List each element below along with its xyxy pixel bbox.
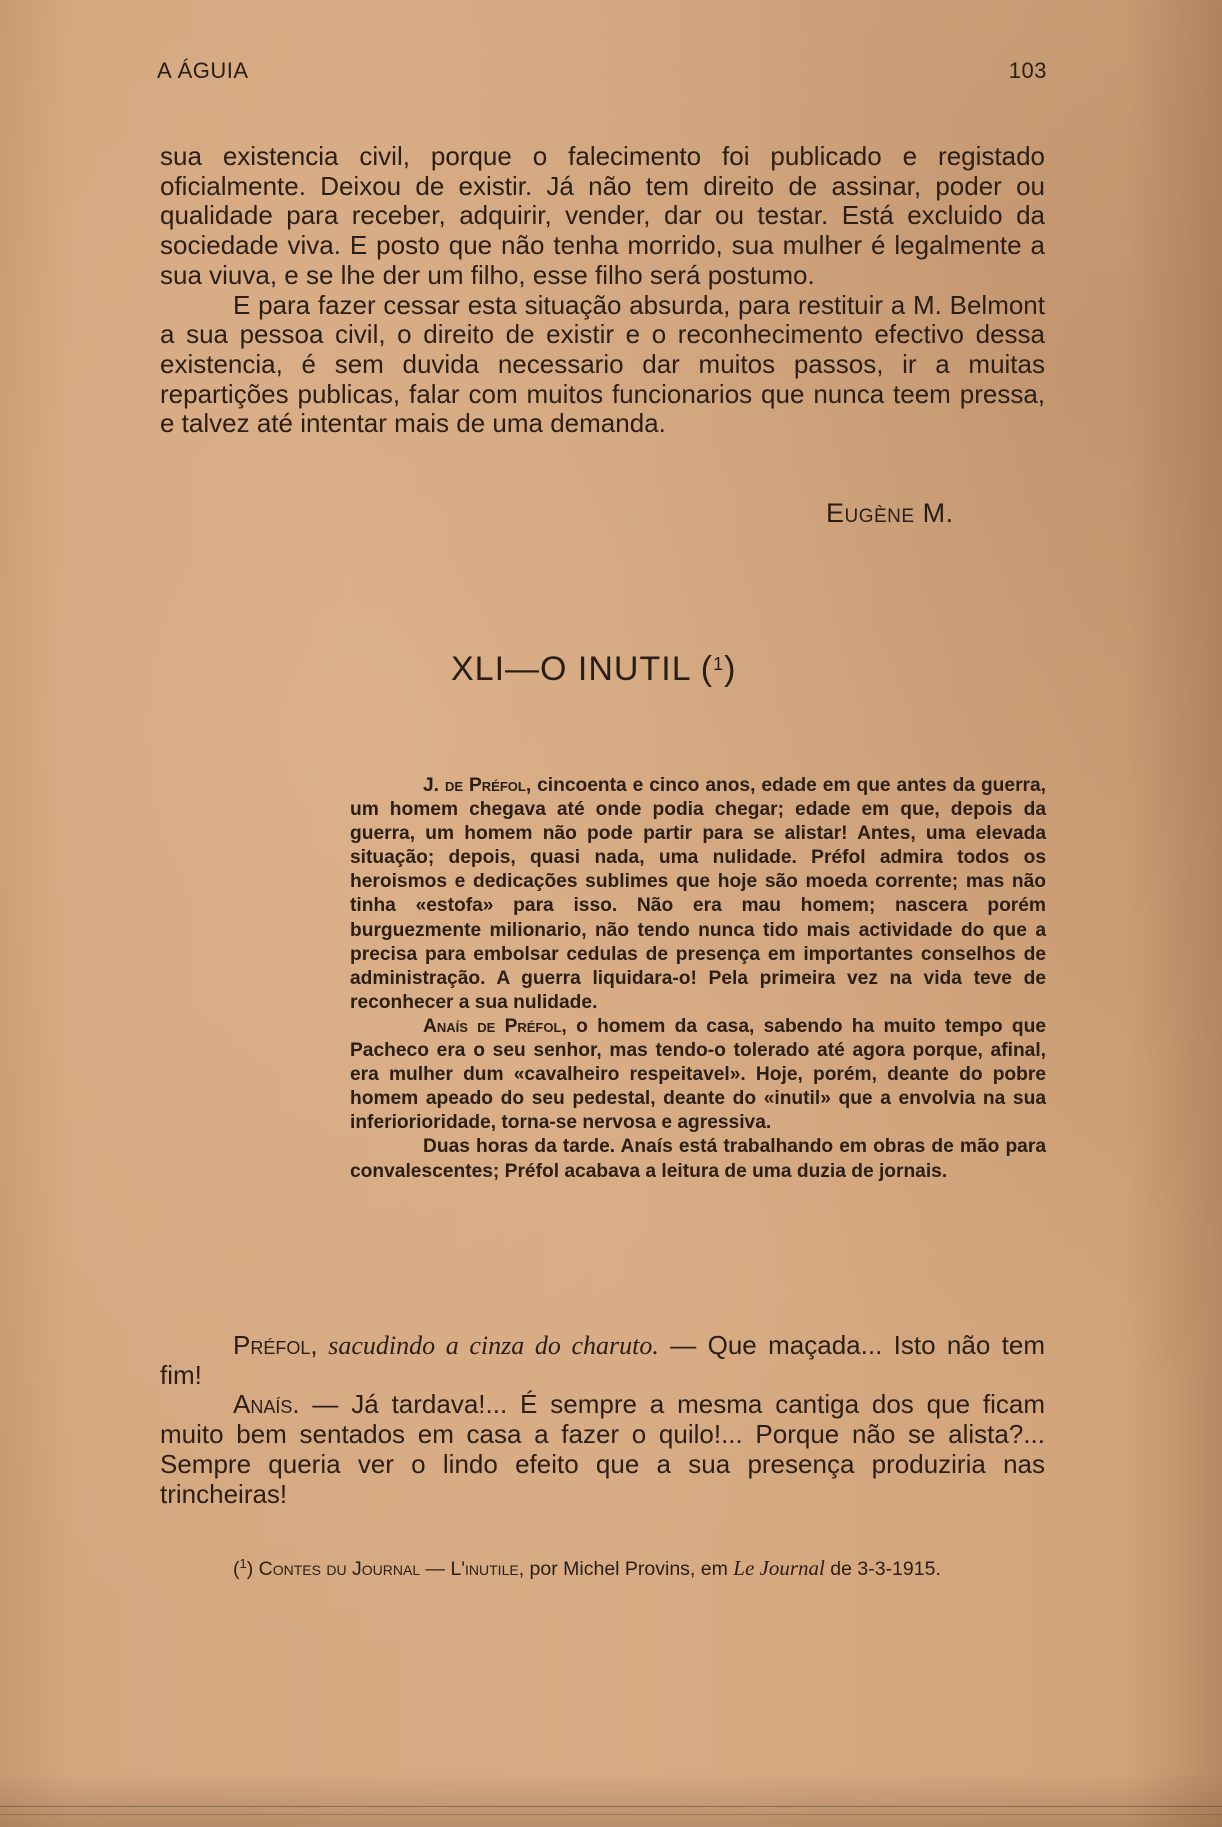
- stage-text: Duas horas da tarde. Anaís está trabalhando em obras de mão para convalescentes; Préfol acabava a leitura de uma duzia de jornais.: [350, 1136, 1046, 1182]
- spoken-text: — Que maçada... Isto não tem fim!: [160, 1330, 1045, 1390]
- stage-directions: [350, 774, 1046, 1184]
- intro-paragraph: E para fazer cessar esta situação absurda, para restituir a M. Belmont a sua pessoa civil, o direito de existir e o reconhecimento efectivo dessa existencia, é sem duvida necessario dar muitos passos, ir a muitas repartições publicas, falar com muitos funcionarios que nunca teem pressa, e talvez até intentar mais de uma demanda.: [160, 289, 1045, 439]
- dialogue-line: [160, 1390, 1045, 1509]
- author-signature: Eugène M.: [826, 498, 954, 528]
- spoken-text: — Já tardava!... É sempre a mesma cantiga dos que ficam muito bem sentados em casa a fazer o quilo!... Porque não se alista?... Sempre queria ver o lindo efeito que a sua presença produziria nas trincheiras!: [160, 1389, 1045, 1509]
- intro-paragraph: sua existencia civil, porque o falecimento foi publicado e registado oficialmente. Deixou de existir. Já não tem direito de assinar, poder ou qualidade para receber, adquirir, vender, dar ou testar. Está excluido da sociedade viva. E posto que não tenha morrido, sua mulher é legalmente a sua viuva, e se lhe der um filho, esse filho será postumo.: [160, 141, 1045, 290]
- character-name: Anaís de Préfol,: [423, 1015, 567, 1037]
- footnote-marker: ($^1$): [233, 1556, 254, 1580]
- journal-title: A ÁGUIA: [157, 58, 249, 83]
- dialogue: [160, 1331, 1045, 1509]
- stage-text: cincoenta e cinco anos, edade em que antes da guerra, um homem chegava até onde podia chegar; edade em que, depois da guerra, um homem não pode partir para se alistar! Antes, uma elevada situação; depois, quasi nada, uma nulidade. Préfol admira todos os heroismos e dedicações sublimes que hoje são moeda corrente; mas não tinha «estofa» para isso. Não era mau homem; nascera porém burguezmente milionario, não tendo nunca tido mais actividade do que a precisa para embolsar cedulas de presença em importantes conselhos de administração. A guerra liquidara-o! Pela primeira vez na vida teve de reconhecer a sua nulidade.: [350, 775, 1047, 1013]
- footnote-date: de 3-3-1915.: [824, 1558, 941, 1580]
- page-number: 103: [1008, 58, 1047, 83]
- footnote-ref: 1: [713, 654, 725, 674]
- footnote-mid: por Michel Provins, em: [524, 1558, 734, 1580]
- stage-paragraph: [350, 1135, 1046, 1183]
- footnote: [160, 1552, 1045, 1581]
- stage-paragraph: [350, 774, 1046, 1015]
- stage-text: o homem da casa, sabendo ha muito tempo que Pacheco era o seu senhor, mas tendo-o tolerado até agora porque, afinal, era mulher dum «cavalheiro respeitavel». Hoje, porém, deante do pobre homem apeado do seu pedestal, deante do «inutil» que a envolvia na sua inferiorioridade, torna-se nervosa e agressiva.: [350, 1015, 1046, 1134]
- footnote-text: [160, 1552, 1045, 1581]
- section-heading-close: ): [724, 650, 737, 688]
- dialogue-line: [160, 1331, 1045, 1390]
- speaker-name: Anaís.: [233, 1389, 300, 1420]
- character-name: J. de Préfol,: [423, 775, 532, 796]
- page-bottom-shadow: [0, 1772, 1222, 1827]
- section-heading: [451, 650, 736, 689]
- stage-action: sacudindo a cinza do charuto.: [317, 1331, 659, 1360]
- footnote-journal: Le Journal: [733, 1556, 825, 1580]
- intro-text: [160, 142, 1045, 439]
- speaker-name: Préfol,: [233, 1330, 318, 1360]
- section-heading-text: XLI—O INUTIL (: [451, 650, 714, 688]
- footnote-source: Contes du Journal — L'inutile,: [258, 1558, 525, 1580]
- stage-paragraph: [350, 1015, 1046, 1135]
